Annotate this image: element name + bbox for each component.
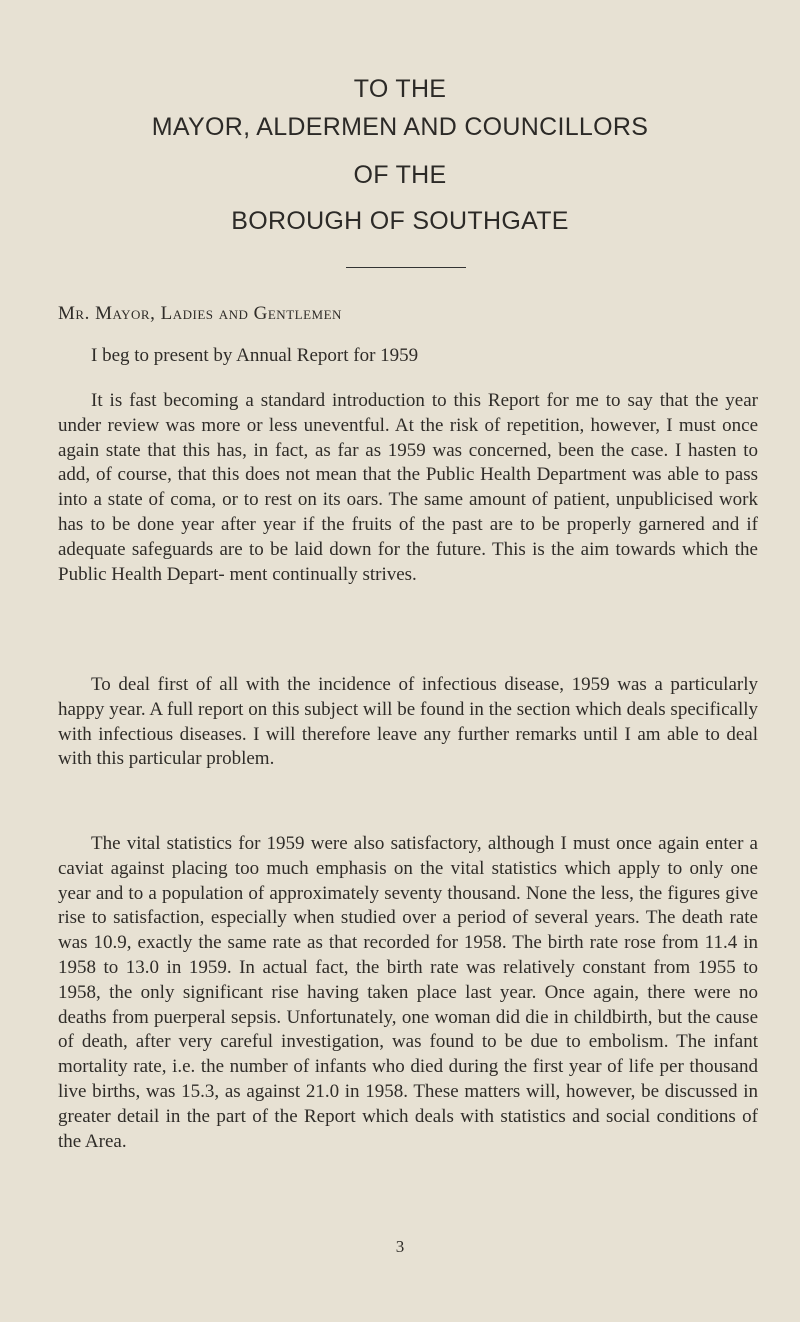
- page-number: 3: [395, 1237, 405, 1256]
- paragraph-infectious-disease: To deal first of all with the incidence of infectious disease, 1959 was a particularly happy year. A full report on this subject will be found in the section which deals specifically with infectious diseases. I will therefore leave any further remarks until I am able to deal with this particular problem.: [58, 674, 758, 770]
- heading-borough-of-southgate: BOROUGH OF SOUTHGATE: [231, 207, 569, 235]
- salutation: Mr. Mayor, Ladies and Gentlemen: [58, 303, 342, 324]
- heading-mayor-aldermen-councillors: MAYOR, ALDERMEN AND COUNCILLORS: [151, 113, 649, 141]
- heading-to-the: TO THE: [353, 75, 447, 103]
- intro-line: I beg to present by Annual Report for 1959: [91, 345, 419, 366]
- paragraph-vital-statistics: The vital statistics for 1959 were also satisfactory, although I must once again enter a caviat against placing too much emphasis on the vital statistics which apply to only one year and to a population of approximately seventy thousand. None the less, the figures give rise to satisfaction, especially when studied over a period of several years. The death rate was 10.9, exactly the same rate as that recorded for 1958. The birth rate rose from 11.4 in 1958 to 13.0 in 1959. In actual fact, the birth rate was relatively constant from 1955 to 1958, the only significant rise having taken place last year. Once again, there were no deaths from puerperal sepsis. Unfortunately, one woman did die in childbirth, but the cause of death, after very careful investigation, was found to be due to embolism. The infant mortality rate, i.e. the number of infants who died during the first year of life per thousand live births, was 15.3, as against 21.0 in 1958. These matters will, however, be discussed in greater detail in the part of the Report which deals with statistics and social conditions of the Area.: [58, 833, 758, 1152]
- divider-rule: [346, 267, 466, 268]
- heading-of-the: OF THE: [353, 161, 447, 189]
- paragraph-uneventful-year: It is fast becoming a standard introduction to this Report for me to say that the year under review was more or less uneventful. At the risk of repetition, however, I must once again state that this has, in fact, as far as 1959 was concerned, been the case. I hasten to add, of course, that this does not mean that the Public Health Department was able to pass into a state of coma, or to rest on its oars. The same amount of patient, unpublicised work has to be done year after year if the fruits of the past are to be properly garnered and if adequate safeguards are to be laid down for the future. This is the aim towards which the Public Health Depart- ment continually strives.: [58, 390, 758, 585]
